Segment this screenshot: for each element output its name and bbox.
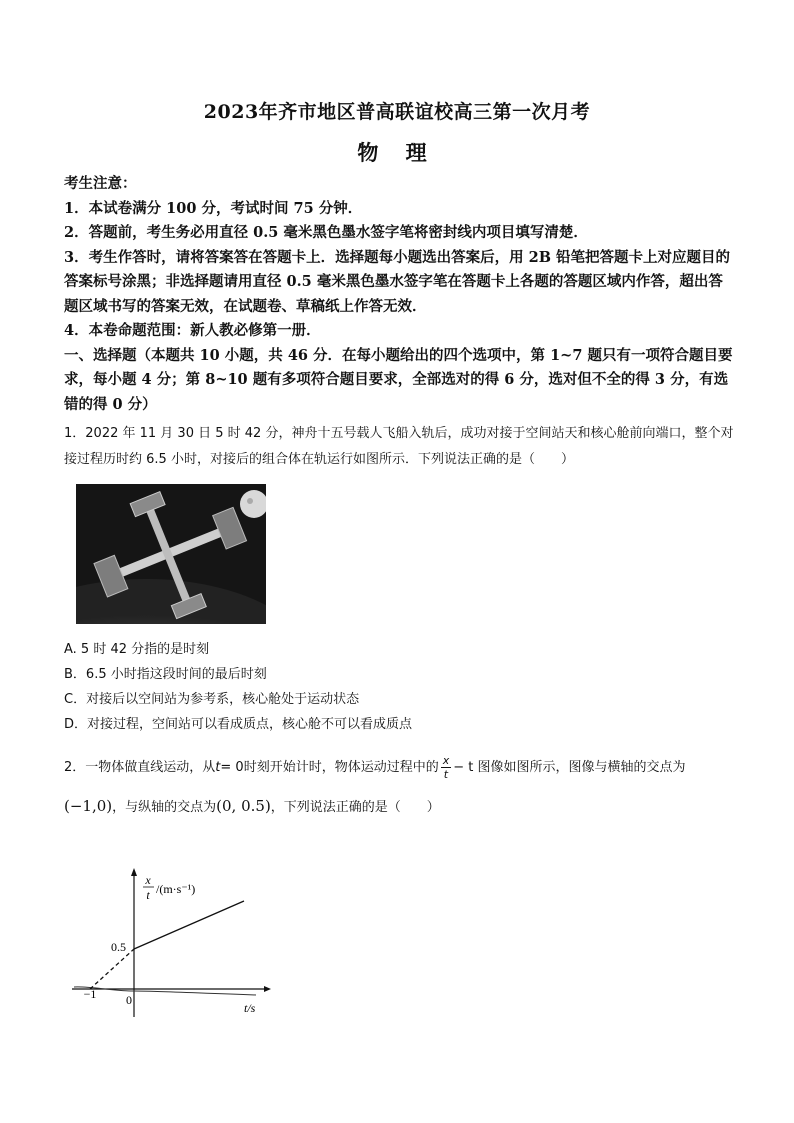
q2-text: ，下列说法正确的是（ ） — [270, 800, 440, 815]
space-station-illustration — [76, 484, 266, 624]
space-station-photo — [76, 484, 266, 624]
x-t-graph — [66, 862, 276, 1022]
x-over-t-fraction — [441, 754, 452, 781]
q1-option-a: A. 5 时 42 分指的是时刻 — [64, 642, 210, 657]
q2-text: ，与纵轴的交点为 — [112, 800, 217, 815]
note-item: 1．本试卷满分 100 分，考试时间 75 分钟． — [64, 199, 363, 217]
y-axis-arrow — [131, 868, 137, 876]
notes-heading: 考生注意： — [64, 175, 137, 192]
question-2-stem-line2 — [64, 793, 736, 821]
x-tick-label: −1 — [83, 987, 97, 1001]
q2-text: 时刻开始计时，物体运动过程中的 — [243, 760, 439, 775]
page-title: 2023年齐市地区普高联谊校高三第一次月考 — [203, 101, 591, 123]
graph-line-extension-dashed — [90, 949, 134, 989]
y-label-numerator: x — [145, 873, 151, 887]
q2-text: 2．一物体做直线运动，从 — [64, 760, 216, 775]
q1-option-b: B．6.5 小时指这段时间的最后时刻 — [64, 667, 267, 682]
note-item: 2．答题前，考生务必用直径 0.5 毫米黑色墨水签字笔将密封线内项目填写清楚． — [64, 224, 588, 241]
question-1 — [64, 421, 736, 473]
q2-text: − t 图像如图所示，图像与横轴的交点为 — [453, 760, 686, 775]
y-label-denominator: t — [146, 888, 150, 902]
fraction-denominator: t — [443, 768, 449, 781]
q2-point-2: (0, 0.5) — [216, 797, 271, 815]
subject-title: 物 理 — [357, 140, 437, 165]
question-2-stem-line1 — [64, 754, 736, 781]
scan-artifact-curve — [74, 987, 256, 995]
q2-point-1: (−1,0) — [64, 797, 113, 815]
q1-option-d: D．对接过程，空间站可以看成质点，核心舱不可以看成质点 — [64, 717, 413, 732]
note-item: 4．本卷命题范围：新人教必修第一册． — [64, 322, 321, 339]
question-1-stem: 1．2022 年 11 月 30 日 5 时 42 分，神舟十五号载人飞船入轨后，成功对接于空间站天和核心舱前向端口，整个对接过程历时约 6.5 小时，对接后的组合体在轨运行如图所示．下列说法正确的是（ ） — [64, 426, 734, 467]
q2-t-variable: t — [215, 760, 221, 775]
graph-line — [134, 901, 244, 949]
x-axis-label: t/s — [244, 1001, 256, 1015]
note-item: 3．考生作答时，请将答案答在答题卡上．选择题每小题选出答案后，用 2B 铅笔把答题卡上对应题目的答案标号涂黑；非选择题请用直径 0.5 毫米黑色墨水签字笔在答题卡上各题的答题区域内作答，超出答题区域书写的答案无效，在试题卷、草稿纸上作答无效． — [64, 248, 731, 315]
fraction-numerator: x — [442, 754, 450, 767]
q2-text: = 0 — [220, 760, 244, 775]
y-tick-label: 0.5 — [111, 940, 126, 954]
exam-notes — [64, 172, 734, 417]
x-tick-label: 0 — [126, 993, 132, 1007]
y-label-unit: /(m·s⁻¹) — [156, 882, 196, 896]
section-heading: 一、选择题（本题共 10 小题，共 46 分．在每小题给出的四个选项中，第 1~7 题只有一项符合题目要求，每小题 4 分；第 8~10 题有多项符合题目要求，全部选对的得 6 分，选对但不全的得 3 分，有选错的得 0 分） — [64, 346, 733, 413]
q1-option-c: C．对接后以空间站为参考系，核心舱处于运动状态 — [64, 692, 360, 707]
question-2 — [64, 754, 736, 821]
x-axis-arrow — [264, 986, 271, 992]
